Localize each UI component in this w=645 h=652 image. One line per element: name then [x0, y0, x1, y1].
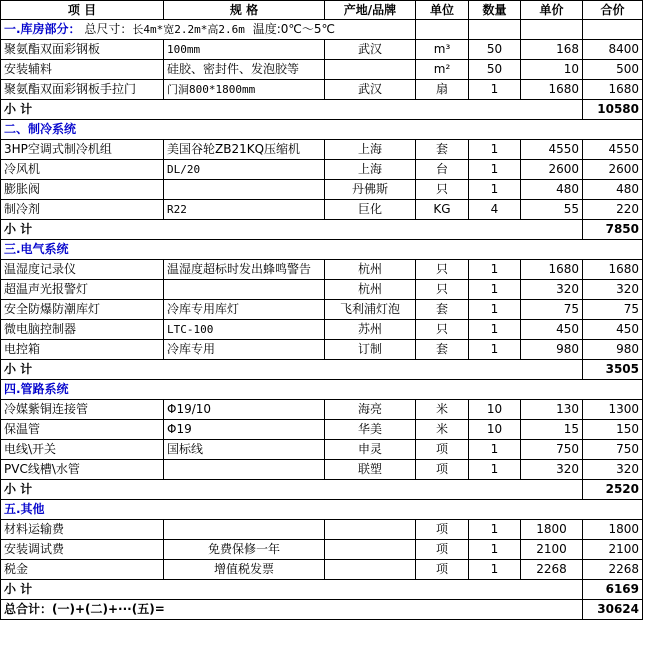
cell-item: 保温管 — [1, 420, 164, 440]
cell-item: 电控箱 — [1, 340, 164, 360]
cell-spec: 冷库专用 — [164, 340, 325, 360]
cell-total: 750 — [583, 440, 643, 460]
cell-qty: 1 — [469, 440, 521, 460]
cell-item: 安装辅料 — [1, 60, 164, 80]
cell-unit: 项 — [416, 520, 469, 540]
header-total: 合价 — [583, 1, 643, 20]
table-row — [1, 540, 643, 560]
cell-unit: 项 — [416, 460, 469, 480]
cell-price: 980 — [521, 340, 583, 360]
cell-origin — [325, 560, 416, 580]
cell-origin: 杭州 — [325, 260, 416, 280]
cell-origin: 武汉 — [325, 40, 416, 60]
table-row — [1, 320, 643, 340]
cell-item: 温湿度记录仪 — [1, 260, 164, 280]
table-row — [1, 260, 643, 280]
table-row — [1, 60, 643, 80]
cell-price: 2100 — [521, 540, 583, 560]
cell-spec: 温湿度超标时发出蜂鸣警告 — [164, 260, 325, 280]
section-1-info — [1, 20, 416, 40]
section-4-subtotal-row — [1, 480, 643, 500]
table-row — [1, 300, 643, 320]
cell-item: 电线\开关 — [1, 440, 164, 460]
dimensions-label: 总尺寸： — [84, 22, 133, 36]
cell-total: 2100 — [583, 540, 643, 560]
section-4-header — [1, 380, 643, 400]
cell-total: 1680 — [583, 260, 643, 280]
cell-spec: 门洞800*1800mm — [164, 80, 325, 100]
cell-price: 55 — [521, 200, 583, 220]
cell-origin — [325, 60, 416, 80]
cell-total: 980 — [583, 340, 643, 360]
cell-item: 安装调试费 — [1, 540, 164, 560]
cell-total: 150 — [583, 420, 643, 440]
cell-price: 480 — [521, 180, 583, 200]
cell-unit: m² — [416, 60, 469, 80]
cell-price: 2268 — [521, 560, 583, 580]
section-1-title: 一.库房部分： — [4, 22, 81, 36]
cell-price: 1800 — [521, 520, 583, 540]
cell-qty: 50 — [469, 60, 521, 80]
cell-qty: 1 — [469, 280, 521, 300]
cell-spec — [164, 280, 325, 300]
table-row — [1, 420, 643, 440]
cell-spec — [164, 180, 325, 200]
subtotal-value: 6169 — [583, 580, 643, 600]
cell-price: 10 — [521, 60, 583, 80]
cell-total: 1680 — [583, 80, 643, 100]
table-row — [1, 400, 643, 420]
cell-unit: 只 — [416, 320, 469, 340]
table-row — [1, 440, 643, 460]
section-1-header — [1, 20, 643, 40]
cell-unit: 项 — [416, 540, 469, 560]
cell-item: 超温声光报警灯 — [1, 280, 164, 300]
grand-total-label: 总合计：(一)+(二)+···(五)= — [1, 600, 583, 620]
cell-total: 2268 — [583, 560, 643, 580]
cell-total: 320 — [583, 280, 643, 300]
grand-total-row — [1, 600, 643, 620]
cell-unit: 米 — [416, 420, 469, 440]
cell-unit: 只 — [416, 260, 469, 280]
cell-qty: 1 — [469, 520, 521, 540]
cell-qty: 1 — [469, 460, 521, 480]
cell-total: 220 — [583, 200, 643, 220]
cell-unit: 台 — [416, 160, 469, 180]
table-row — [1, 520, 643, 540]
cell-item: 微电脑控制器 — [1, 320, 164, 340]
cell-price: 130 — [521, 400, 583, 420]
cell-spec: LTC-100 — [164, 320, 325, 340]
cell-origin: 订制 — [325, 340, 416, 360]
cell-unit: KG — [416, 200, 469, 220]
cell-spec: 免费保修一年 — [164, 540, 325, 560]
section-3-title: 三.电气系统 — [1, 240, 643, 260]
cell-unit: 只 — [416, 280, 469, 300]
cell-spec: R22 — [164, 200, 325, 220]
cell-qty: 1 — [469, 140, 521, 160]
subtotal-value: 7850 — [583, 220, 643, 240]
cell-origin: 联塑 — [325, 460, 416, 480]
cell-spec: 增值税发票 — [164, 560, 325, 580]
cell-unit: 项 — [416, 440, 469, 460]
subtotal-value: 2520 — [583, 480, 643, 500]
cell-total: 500 — [583, 60, 643, 80]
cell-origin — [325, 520, 416, 540]
section-3-header — [1, 240, 643, 260]
cell-unit: 扇 — [416, 80, 469, 100]
cell-item: 安全防爆防潮库灯 — [1, 300, 164, 320]
cell-qty: 1 — [469, 340, 521, 360]
cell-qty: 50 — [469, 40, 521, 60]
cell-price: 75 — [521, 300, 583, 320]
header-price: 单价 — [521, 1, 583, 20]
cell-qty: 1 — [469, 260, 521, 280]
cell-unit: 只 — [416, 180, 469, 200]
subtotal-label: 小 计 — [1, 220, 583, 240]
subtotal-value: 10580 — [583, 100, 643, 120]
cell-origin: 海亮 — [325, 400, 416, 420]
cell-origin: 上海 — [325, 160, 416, 180]
subtotal-label: 小 计 — [1, 480, 583, 500]
table-row — [1, 80, 643, 100]
subtotal-label: 小 计 — [1, 100, 583, 120]
cell-unit: 项 — [416, 560, 469, 580]
cell-unit: 套 — [416, 340, 469, 360]
cell-spec — [164, 520, 325, 540]
cell-unit: 套 — [416, 140, 469, 160]
cell-qty: 1 — [469, 320, 521, 340]
cell-price: 4550 — [521, 140, 583, 160]
cell-qty: 1 — [469, 560, 521, 580]
header-unit: 单位 — [416, 1, 469, 20]
cell-spec: 美国谷轮ZB21KQ压缩机 — [164, 140, 325, 160]
cell-spec: 硅胶、密封件、发泡胶等 — [164, 60, 325, 80]
cell-qty: 10 — [469, 400, 521, 420]
cell-item: 3HP空调式制冷机组 — [1, 140, 164, 160]
cell-origin: 苏州 — [325, 320, 416, 340]
table-row — [1, 460, 643, 480]
cell-spec: 100mm — [164, 40, 325, 60]
subtotal-label: 小 计 — [1, 360, 583, 380]
cell-price: 1680 — [521, 260, 583, 280]
table-row — [1, 560, 643, 580]
cell-spec: 冷库专用库灯 — [164, 300, 325, 320]
cell-total: 480 — [583, 180, 643, 200]
cell-origin: 武汉 — [325, 80, 416, 100]
table-row — [1, 340, 643, 360]
cell-qty: 1 — [469, 80, 521, 100]
cell-item: 聚氨酯双面彩钢板 — [1, 40, 164, 60]
cell-qty: 1 — [469, 160, 521, 180]
table-row — [1, 160, 643, 180]
header-item: 项 目 — [1, 1, 164, 20]
cell-origin: 飞利浦灯泡 — [325, 300, 416, 320]
cell-origin: 杭州 — [325, 280, 416, 300]
cell-origin: 华美 — [325, 420, 416, 440]
cell-origin: 上海 — [325, 140, 416, 160]
cell-total: 75 — [583, 300, 643, 320]
cell-total: 1300 — [583, 400, 643, 420]
cell-price: 15 — [521, 420, 583, 440]
cell-item: 制冷剂 — [1, 200, 164, 220]
cell-origin: 申灵 — [325, 440, 416, 460]
cell-total: 320 — [583, 460, 643, 480]
cell-spec: Φ19 — [164, 420, 325, 440]
table-row — [1, 40, 643, 60]
cell-item: 冷风机 — [1, 160, 164, 180]
cell-qty: 1 — [469, 540, 521, 560]
cell-spec: Φ19/10 — [164, 400, 325, 420]
cell-item: 膨胀阀 — [1, 180, 164, 200]
cell-item: 聚氨酯双面彩钢板手拉门 — [1, 80, 164, 100]
cell-qty: 1 — [469, 300, 521, 320]
cell-qty: 10 — [469, 420, 521, 440]
cell-qty: 4 — [469, 200, 521, 220]
cell-price: 168 — [521, 40, 583, 60]
cell-spec: DL/20 — [164, 160, 325, 180]
cell-unit: 套 — [416, 300, 469, 320]
cell-total: 450 — [583, 320, 643, 340]
section-5-header — [1, 500, 643, 520]
section-2-header — [1, 120, 643, 140]
table-row — [1, 180, 643, 200]
section-3-subtotal-row — [1, 360, 643, 380]
table-row — [1, 200, 643, 220]
table-row — [1, 140, 643, 160]
cell-price: 450 — [521, 320, 583, 340]
cell-origin — [325, 540, 416, 560]
cell-origin: 巨化 — [325, 200, 416, 220]
cell-price: 1680 — [521, 80, 583, 100]
section-5-subtotal-row — [1, 580, 643, 600]
cell-total: 1800 — [583, 520, 643, 540]
section-2-subtotal-row — [1, 220, 643, 240]
cell-total: 2600 — [583, 160, 643, 180]
header-row — [1, 1, 643, 20]
cell-item: 材料运输费 — [1, 520, 164, 540]
cell-item: PVC线槽\水管 — [1, 460, 164, 480]
dimensions-value: 长4m*宽2.2m*高2.6m — [132, 23, 245, 36]
cell-spec: 国标线 — [164, 440, 325, 460]
section-4-title: 四.管路系统 — [1, 380, 643, 400]
table-row — [1, 280, 643, 300]
header-spec: 规 格 — [164, 1, 325, 20]
cell-origin: 丹佛斯 — [325, 180, 416, 200]
section-5-title: 五.其他 — [1, 500, 643, 520]
grand-total-value: 30624 — [583, 600, 643, 620]
cell-item: 税金 — [1, 560, 164, 580]
subtotal-value: 3505 — [583, 360, 643, 380]
cell-total: 4550 — [583, 140, 643, 160]
cell-unit: m³ — [416, 40, 469, 60]
cell-total: 8400 — [583, 40, 643, 60]
cell-unit: 米 — [416, 400, 469, 420]
cell-price: 320 — [521, 460, 583, 480]
header-qty: 数量 — [469, 1, 521, 20]
cell-item: 冷媒紫铜连接管 — [1, 400, 164, 420]
temperature-range: 温度:0℃～5℃ — [252, 22, 335, 36]
section-1-subtotal-row — [1, 100, 643, 120]
cell-price: 320 — [521, 280, 583, 300]
cell-qty: 1 — [469, 180, 521, 200]
cell-price: 2600 — [521, 160, 583, 180]
subtotal-label: 小 计 — [1, 580, 583, 600]
cell-price: 750 — [521, 440, 583, 460]
cell-spec — [164, 460, 325, 480]
header-origin: 产地/品牌 — [325, 1, 416, 20]
section-2-title: 二、制冷系统 — [1, 120, 643, 140]
